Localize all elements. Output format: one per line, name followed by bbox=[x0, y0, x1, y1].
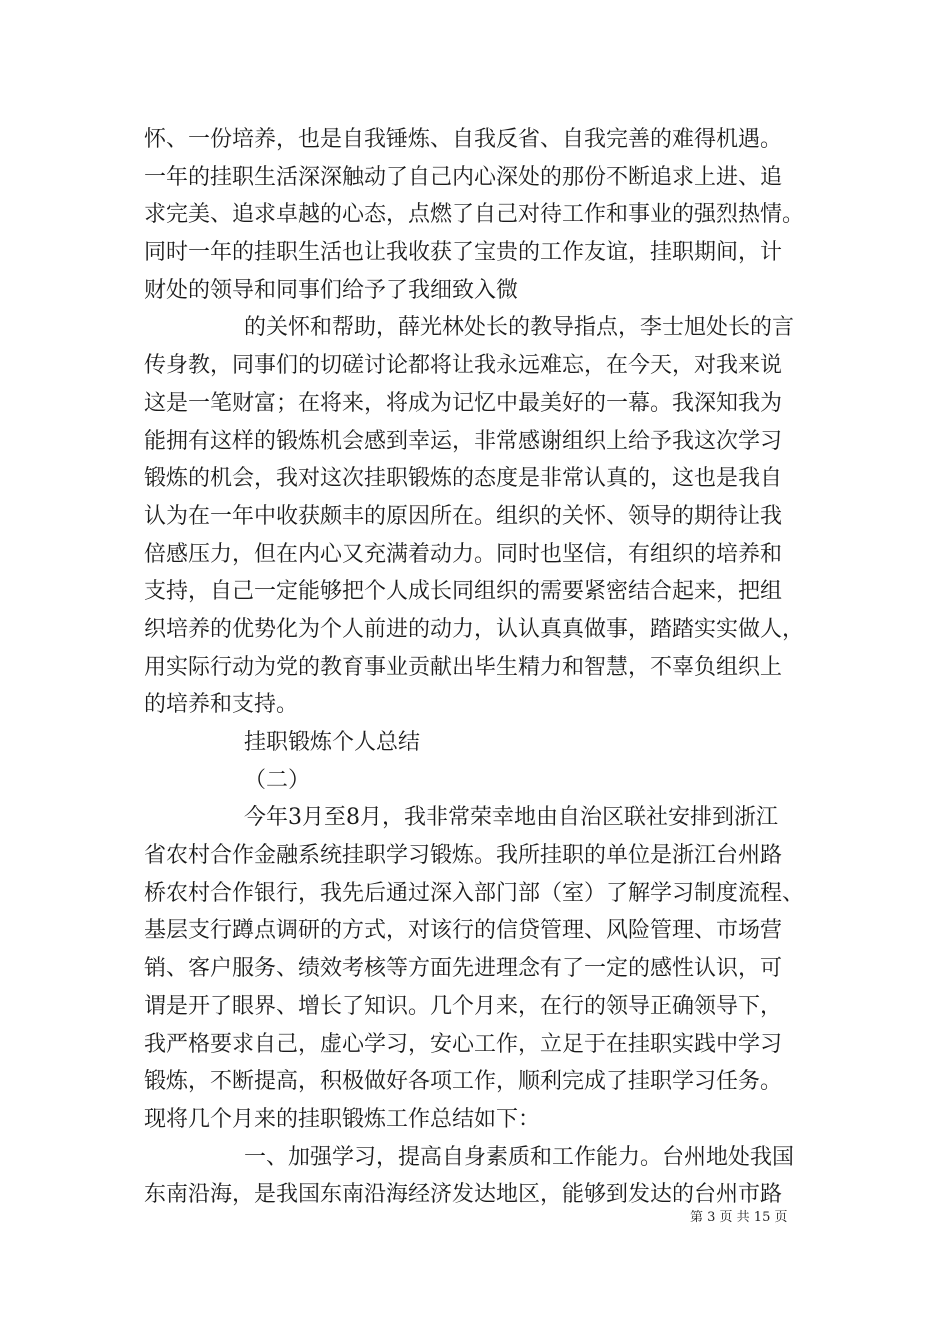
text-line: 基层支行蹲点调研的方式，对该行的信贷管理、风险管理、市场营 bbox=[144, 918, 783, 944]
text-line: 锻炼，不断提高，积极做好各项工作，顺利完成了挂职学习任务。 bbox=[144, 1069, 783, 1095]
section-number: （二） bbox=[244, 767, 311, 793]
paragraph-start-line: 今年3月至8月，我非常荣幸地由自治区联社安排到浙江 bbox=[244, 805, 778, 831]
text-line: 谓是开了眼界、增长了知识。几个月来，在行的领导正确领导下， bbox=[144, 993, 783, 1019]
text-line: 桥农村合作银行，我先后通过深入部门部（室）了解学习制度流程、 bbox=[144, 880, 805, 906]
text-line: 同时一年的挂职生活也让我收获了宝贵的工作友谊，挂职期间，计 bbox=[144, 240, 783, 266]
paragraph-start-line: 一、加强学习，提高自身素质和工作能力。台州地处我国 bbox=[244, 1144, 795, 1170]
text-line: 支持，自己一定能够把个人成长同组织的需要紧密结合起来，把组 bbox=[144, 579, 783, 605]
text-line: 能拥有这样的锻炼机会感到幸运，非常感谢组织上给予我这次学习 bbox=[144, 428, 783, 454]
text-line: 东南沿海，是我国东南沿海经济发达地区，能够到发达的台州市路 bbox=[144, 1182, 783, 1208]
text-line: 财处的领导和同事们给予了我细致入微 bbox=[144, 277, 519, 303]
text-line: 销、客户服务、绩效考核等方面先进理念有了一定的感性认识，可 bbox=[144, 956, 783, 982]
paragraph-start-line: 的关怀和帮助，薛光林处长的教导指点，李士旭处长的言 bbox=[244, 315, 795, 341]
text-line: 的培养和支持。 bbox=[144, 692, 299, 718]
text-line: 锻炼的机会，我对这次挂职锻炼的态度是非常认真的，这也是我自 bbox=[144, 466, 783, 492]
text-line: 怀、一份培养，也是自我锤炼、自我反省、自我完善的难得机遇。 bbox=[144, 127, 783, 152]
text-line: 织培养的优势化为个人前进的动力，认认真真做事，踏踏实实做人， bbox=[144, 616, 805, 642]
text-line: 这是一笔财富；在将来，将成为记忆中最美好的一幕。我深知我为 bbox=[144, 390, 783, 416]
section-title: 挂职锻炼个人总结 bbox=[244, 730, 421, 755]
text-line: 传身教，同事们的切磋讨论都将让我永远难忘，在今天，对我来说 bbox=[144, 353, 783, 379]
text-line: 一年的挂职生活深深触动了自己内心深处的那份不断追求上进、追 bbox=[144, 164, 783, 190]
text-line: 倍感压力，但在内心又充满着动力。同时也坚信，有组织的培养和 bbox=[144, 541, 783, 567]
text-line: 用实际行动为党的教育事业贡献出毕生精力和智慧，不辜负组织上 bbox=[144, 654, 783, 680]
text-line: 认为在一年中收获颇丰的原因所在。组织的关怀、领导的期待让我 bbox=[144, 503, 783, 529]
text-line: 省农村合作金融系统挂职学习锻炼。我所挂职的单位是浙江台州路 bbox=[144, 843, 783, 869]
document-body bbox=[144, 121, 824, 1214]
text-line: 现将几个月来的挂职锻炼工作总结如下： bbox=[144, 1106, 541, 1132]
text-line: 我严格要求自己，虚心学习，安心工作，立足于在挂职实践中学习 bbox=[144, 1031, 783, 1057]
page-number-footer: 第 3 页 共 15 页 bbox=[690, 1210, 788, 1225]
text-line: 求完美、追求卓越的心态，点燃了自己对待工作和事业的强烈热情。 bbox=[144, 202, 805, 228]
